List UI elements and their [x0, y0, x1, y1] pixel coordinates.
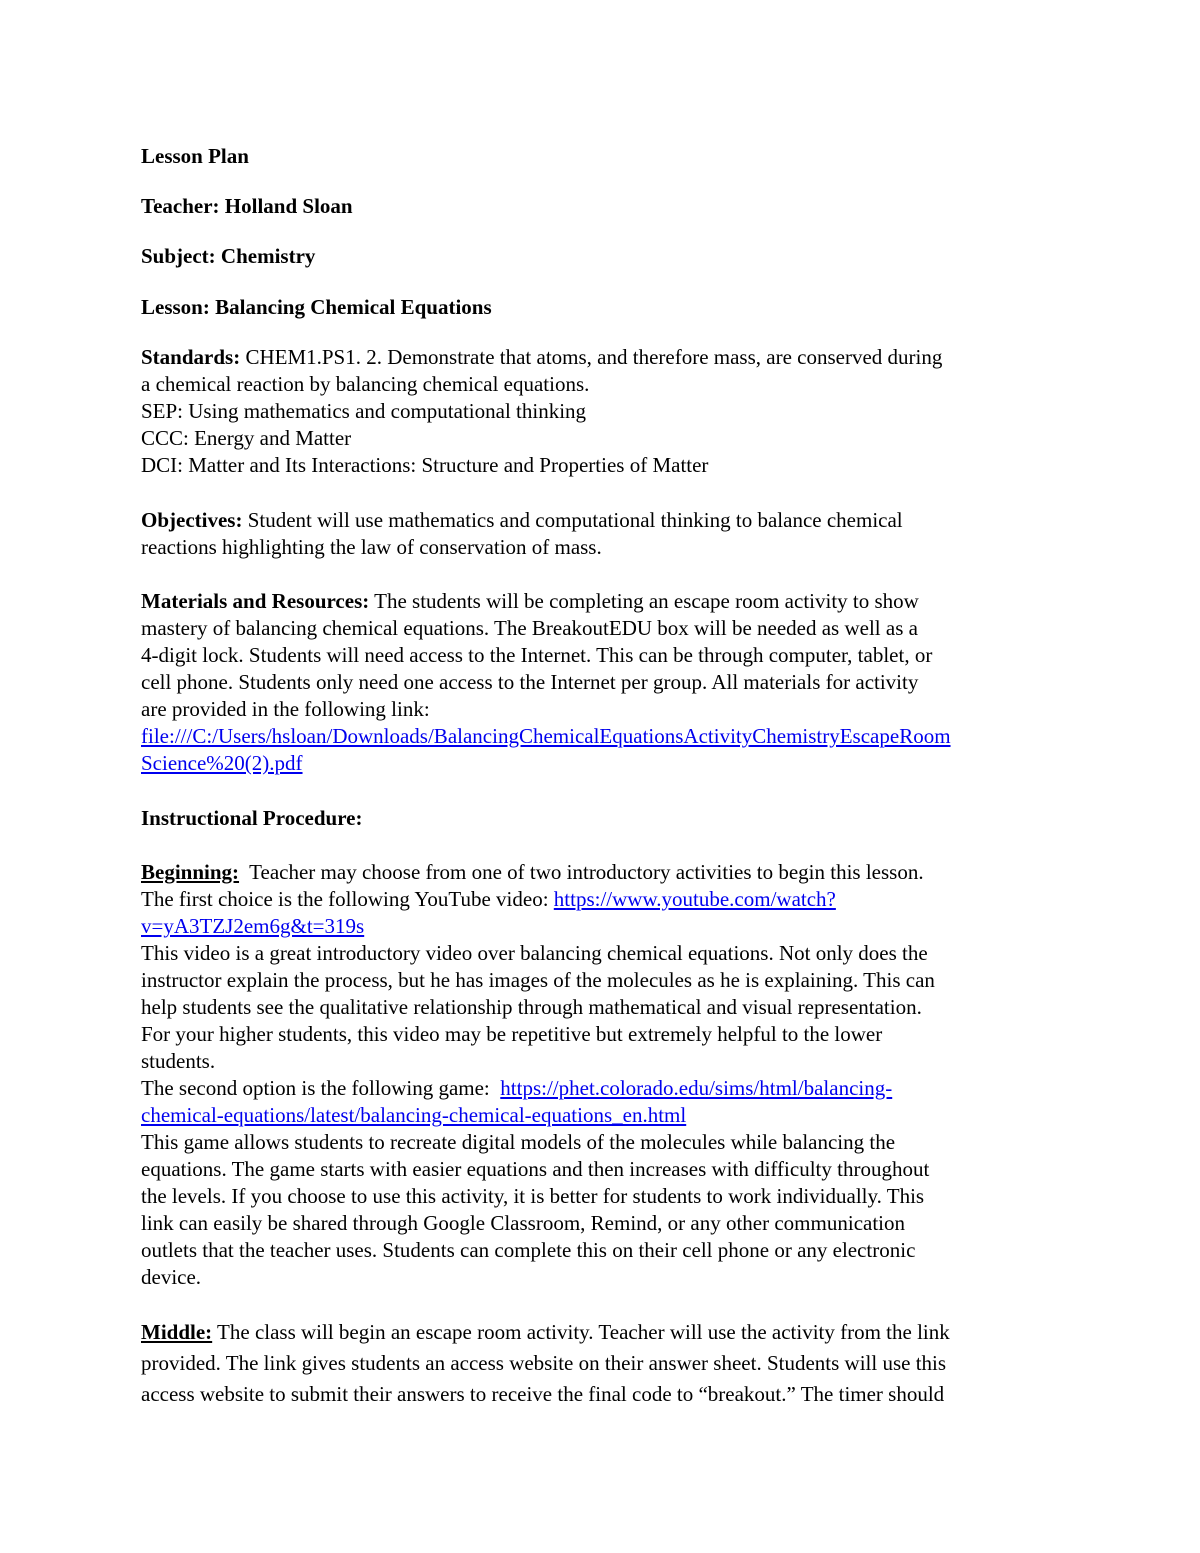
subject-label: Subject:: [141, 244, 216, 268]
beginning-line-6: For your higher students, this video may be repetitive but extremely helpful to the lower: [141, 1022, 883, 1046]
lesson-label: Lesson:: [141, 295, 210, 319]
materials-line-2: mastery of balancing chemical equations. The BreakoutEDU box will be needed as well as a: [141, 616, 918, 640]
materials-file-link[interactable]: file:///C:/Users/hsloan/Downloads/BalancingChemicalEquationsActivityChemistryEscapeRoom: [141, 724, 951, 748]
youtube-video-link[interactable]: https://www.youtube.com/watch?: [553, 887, 836, 911]
beginning-line-13: outlets that the teacher uses. Students can complete this on their cell phone or any electronic: [141, 1238, 916, 1262]
beginning-line-2: The first choice is the following YouTube video: https://www.youtube.com/watch?: [141, 887, 836, 911]
phet-game-link[interactable]: https://phet.colorado.edu/sims/html/balancing-: [500, 1076, 893, 1100]
beginning-label: Beginning:: [141, 860, 240, 884]
procedure-heading: Instructional Procedure:: [141, 806, 363, 830]
beginning-line-8: The second option is the following game: https://phet.colorado.edu/sims/html/balancing-: [141, 1076, 893, 1100]
materials-line-5: are provided in the following link:: [141, 697, 430, 721]
materials-line-4: cell phone. Students only need one access to the Internet per group. All materials for activity: [141, 670, 919, 694]
beginning-line-11: the levels. If you choose to use this activity, it is better for students to work individually. This: [141, 1184, 925, 1208]
teacher-label: Teacher:: [141, 194, 220, 218]
standards-line-1: Standards: CHEM1.PS1. 2. Demonstrate that atoms, and therefore mass, are conserved during: [141, 345, 943, 369]
beginning-line-1: Beginning: Teacher may choose from one of two introductory activities to begin this lesson.: [141, 860, 924, 884]
beginning-line-12: link can easily be shared through Google Classroom, Remind, or any other communication: [141, 1211, 905, 1235]
beginning-line-10: equations. The game starts with easier equations and then increases with difficulty throughout: [141, 1157, 930, 1181]
objectives-line-1: Objectives: Student will use mathematics and computational thinking to balance chemical: [141, 508, 903, 532]
materials-line-1: Materials and Resources: The students will be completing an escape room activity to show: [141, 589, 919, 613]
subject-line: [141, 243, 315, 270]
standards-label: Standards:: [141, 345, 241, 369]
lesson-line: [141, 294, 492, 321]
teacher-line: [141, 193, 353, 220]
middle-line-3: access website to submit their answers to receive the final code to “breakout.” The timer should: [141, 1382, 945, 1406]
beginning-line-4: instructor explain the process, but he has images of the molecules as he is explaining. This can: [141, 968, 935, 992]
standards-sep: SEP: Using mathematics and computational thinking: [141, 399, 587, 423]
standards-dci: DCI: Matter and Its Interactions: Structure and Properties of Matter: [141, 453, 709, 477]
beginning-line-5: help students see the qualitative relationship through mathematical and visual representation.: [141, 995, 922, 1019]
objectives-label: Objectives:: [141, 508, 243, 532]
objectives-line-2: reactions highlighting the law of conservation of mass.: [141, 535, 602, 559]
middle-line-2: provided. The link gives students an access website on their answer sheet. Students will use this: [141, 1351, 947, 1375]
materials-file-link-cont[interactable]: Science%20(2).pdf: [141, 751, 303, 775]
youtube-video-link-cont[interactable]: v=yA3TZJ2em6g&t=319s: [141, 914, 365, 938]
subject-name: Chemistry: [220, 244, 316, 268]
middle-line-1: Middle: The class will begin an escape room activity. Teacher will use the activity from the link: [141, 1320, 950, 1344]
beginning-line-3: This video is a great introductory video over balancing chemical equations. Not only does the: [141, 941, 928, 965]
phet-game-link-cont[interactable]: chemical-equations/latest/balancing-chemical-equations_en.html: [141, 1103, 687, 1127]
document-title: Lesson Plan: [141, 144, 249, 168]
materials-label: Materials and Resources:: [141, 589, 370, 613]
beginning-line-14: device.: [141, 1265, 202, 1289]
beginning-line-9: This game allows students to recreate digital models of the molecules while balancing the: [141, 1130, 896, 1154]
teacher-name: Holland Sloan: [224, 194, 353, 218]
middle-label: Middle:: [141, 1320, 213, 1344]
materials-line-3: 4-digit lock. Students will need access to the Internet. This can be through computer, tablet, or: [141, 643, 933, 667]
standards-line-2: a chemical reaction by balancing chemical equations.: [141, 372, 590, 396]
standards-ccc: CCC: Energy and Matter: [141, 426, 352, 450]
lesson-name: Balancing Chemical Equations: [215, 295, 492, 319]
beginning-line-7: students.: [141, 1049, 216, 1073]
